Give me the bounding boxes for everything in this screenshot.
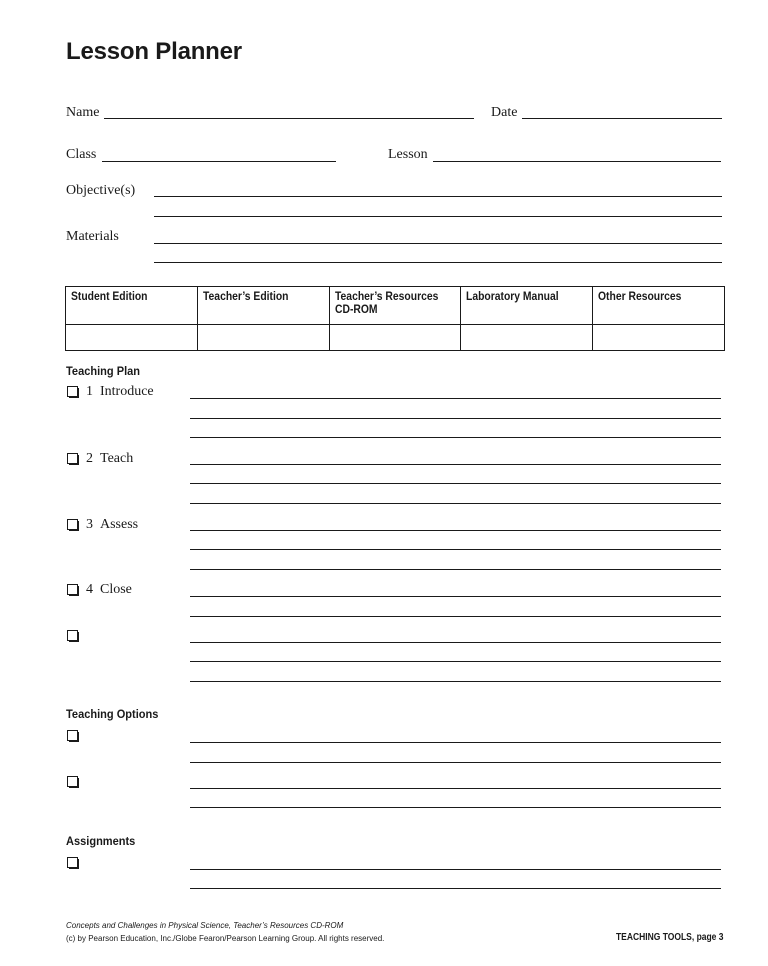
resource-header-label: Teacher’s Edition: [202, 291, 289, 303]
step-close: [86, 582, 132, 598]
footer-copyright: (c) by Pearson Education, Inc./Globe Fearon/Pearson Learning Group. All rights reserved.: [66, 934, 385, 943]
plan-line[interactable]: [190, 530, 721, 531]
resource-header-label: Teacher’s Resources CD-ROM: [334, 291, 438, 316]
step-label: Close: [100, 582, 132, 597]
resource-header-cell: [66, 287, 198, 325]
resource-header-cell: [197, 287, 329, 325]
resources-table: [65, 286, 725, 351]
assignment-line[interactable]: [190, 869, 721, 870]
step-label: Teach: [100, 451, 134, 466]
option-line[interactable]: [190, 807, 721, 808]
teaching-options-title: Teaching Options: [66, 707, 159, 721]
page-title: Lesson Planner: [66, 38, 242, 65]
resource-header-cell: [461, 287, 593, 325]
objectives-line[interactable]: [154, 216, 722, 217]
materials-line[interactable]: [154, 243, 722, 244]
step-number: 3: [86, 517, 93, 532]
step-number: 1: [86, 384, 93, 399]
materials-line[interactable]: [154, 262, 722, 263]
step-teach: [86, 451, 133, 467]
objectives-line[interactable]: [154, 196, 722, 197]
step-label: Introduce: [100, 384, 154, 399]
assignment-line[interactable]: [190, 888, 721, 889]
step-number: 4: [86, 582, 93, 597]
option-line[interactable]: [190, 788, 721, 789]
resource-value-cell[interactable]: [197, 325, 329, 351]
checkbox-icon[interactable]: [67, 774, 80, 788]
plan-line[interactable]: [190, 503, 721, 504]
checkbox-icon[interactable]: [67, 517, 80, 531]
checkbox-icon[interactable]: [67, 728, 80, 742]
plan-line[interactable]: [190, 616, 721, 617]
teaching-plan-title: Teaching Plan: [66, 364, 141, 378]
checkbox-icon[interactable]: [67, 582, 80, 596]
name-label: Name: [66, 105, 100, 120]
step-label: Assess: [100, 517, 139, 532]
resource-value-cell[interactable]: [329, 325, 461, 351]
checkbox-icon[interactable]: [67, 628, 80, 642]
resource-value-cell[interactable]: [66, 325, 198, 351]
step-number: 2: [86, 451, 93, 466]
resource-header-cell: [329, 287, 461, 325]
footer-source: Concepts and Challenges in Physical Science, Teacher’s Resources CD-ROM: [66, 921, 344, 930]
resource-header-label: Student Edition: [71, 291, 148, 303]
plan-line[interactable]: [190, 596, 721, 597]
resource-header-cell: [593, 287, 725, 325]
resource-header-label: Other Resources: [598, 291, 682, 303]
resource-value-cell[interactable]: [593, 325, 725, 351]
objectives-label: Objective(s): [66, 183, 136, 198]
checkbox-icon[interactable]: [67, 855, 80, 869]
lesson-field-line[interactable]: [433, 161, 721, 162]
resources-header-row: [66, 287, 725, 325]
plan-line[interactable]: [190, 464, 721, 465]
plan-line[interactable]: [190, 661, 721, 662]
plan-line[interactable]: [190, 681, 721, 682]
lesson-label: Lesson: [388, 147, 428, 162]
plan-line[interactable]: [190, 398, 721, 399]
plan-line[interactable]: [190, 569, 721, 570]
option-line[interactable]: [190, 762, 721, 763]
plan-line[interactable]: [190, 418, 721, 419]
option-line[interactable]: [190, 742, 721, 743]
date-field-line[interactable]: [522, 118, 722, 119]
footer-page: TEACHING TOOLS, page 3: [615, 932, 723, 943]
plan-line[interactable]: [190, 549, 721, 550]
date-label: Date: [491, 105, 518, 120]
plan-line[interactable]: [190, 437, 721, 438]
resource-header-label: Laboratory Manual: [466, 291, 559, 303]
class-label: Class: [66, 147, 97, 162]
resource-value-cell[interactable]: [461, 325, 593, 351]
class-field-line[interactable]: [102, 161, 336, 162]
name-field-line[interactable]: [104, 118, 474, 119]
resources-value-row: [66, 325, 725, 351]
step-assess: [86, 517, 138, 533]
materials-label: Materials: [66, 229, 119, 244]
checkbox-icon[interactable]: [67, 451, 80, 465]
assignments-title: Assignments: [66, 834, 136, 848]
plan-line[interactable]: [190, 483, 721, 484]
checkbox-icon[interactable]: [67, 384, 80, 398]
step-introduce: [86, 384, 154, 400]
plan-line[interactable]: [190, 642, 721, 643]
